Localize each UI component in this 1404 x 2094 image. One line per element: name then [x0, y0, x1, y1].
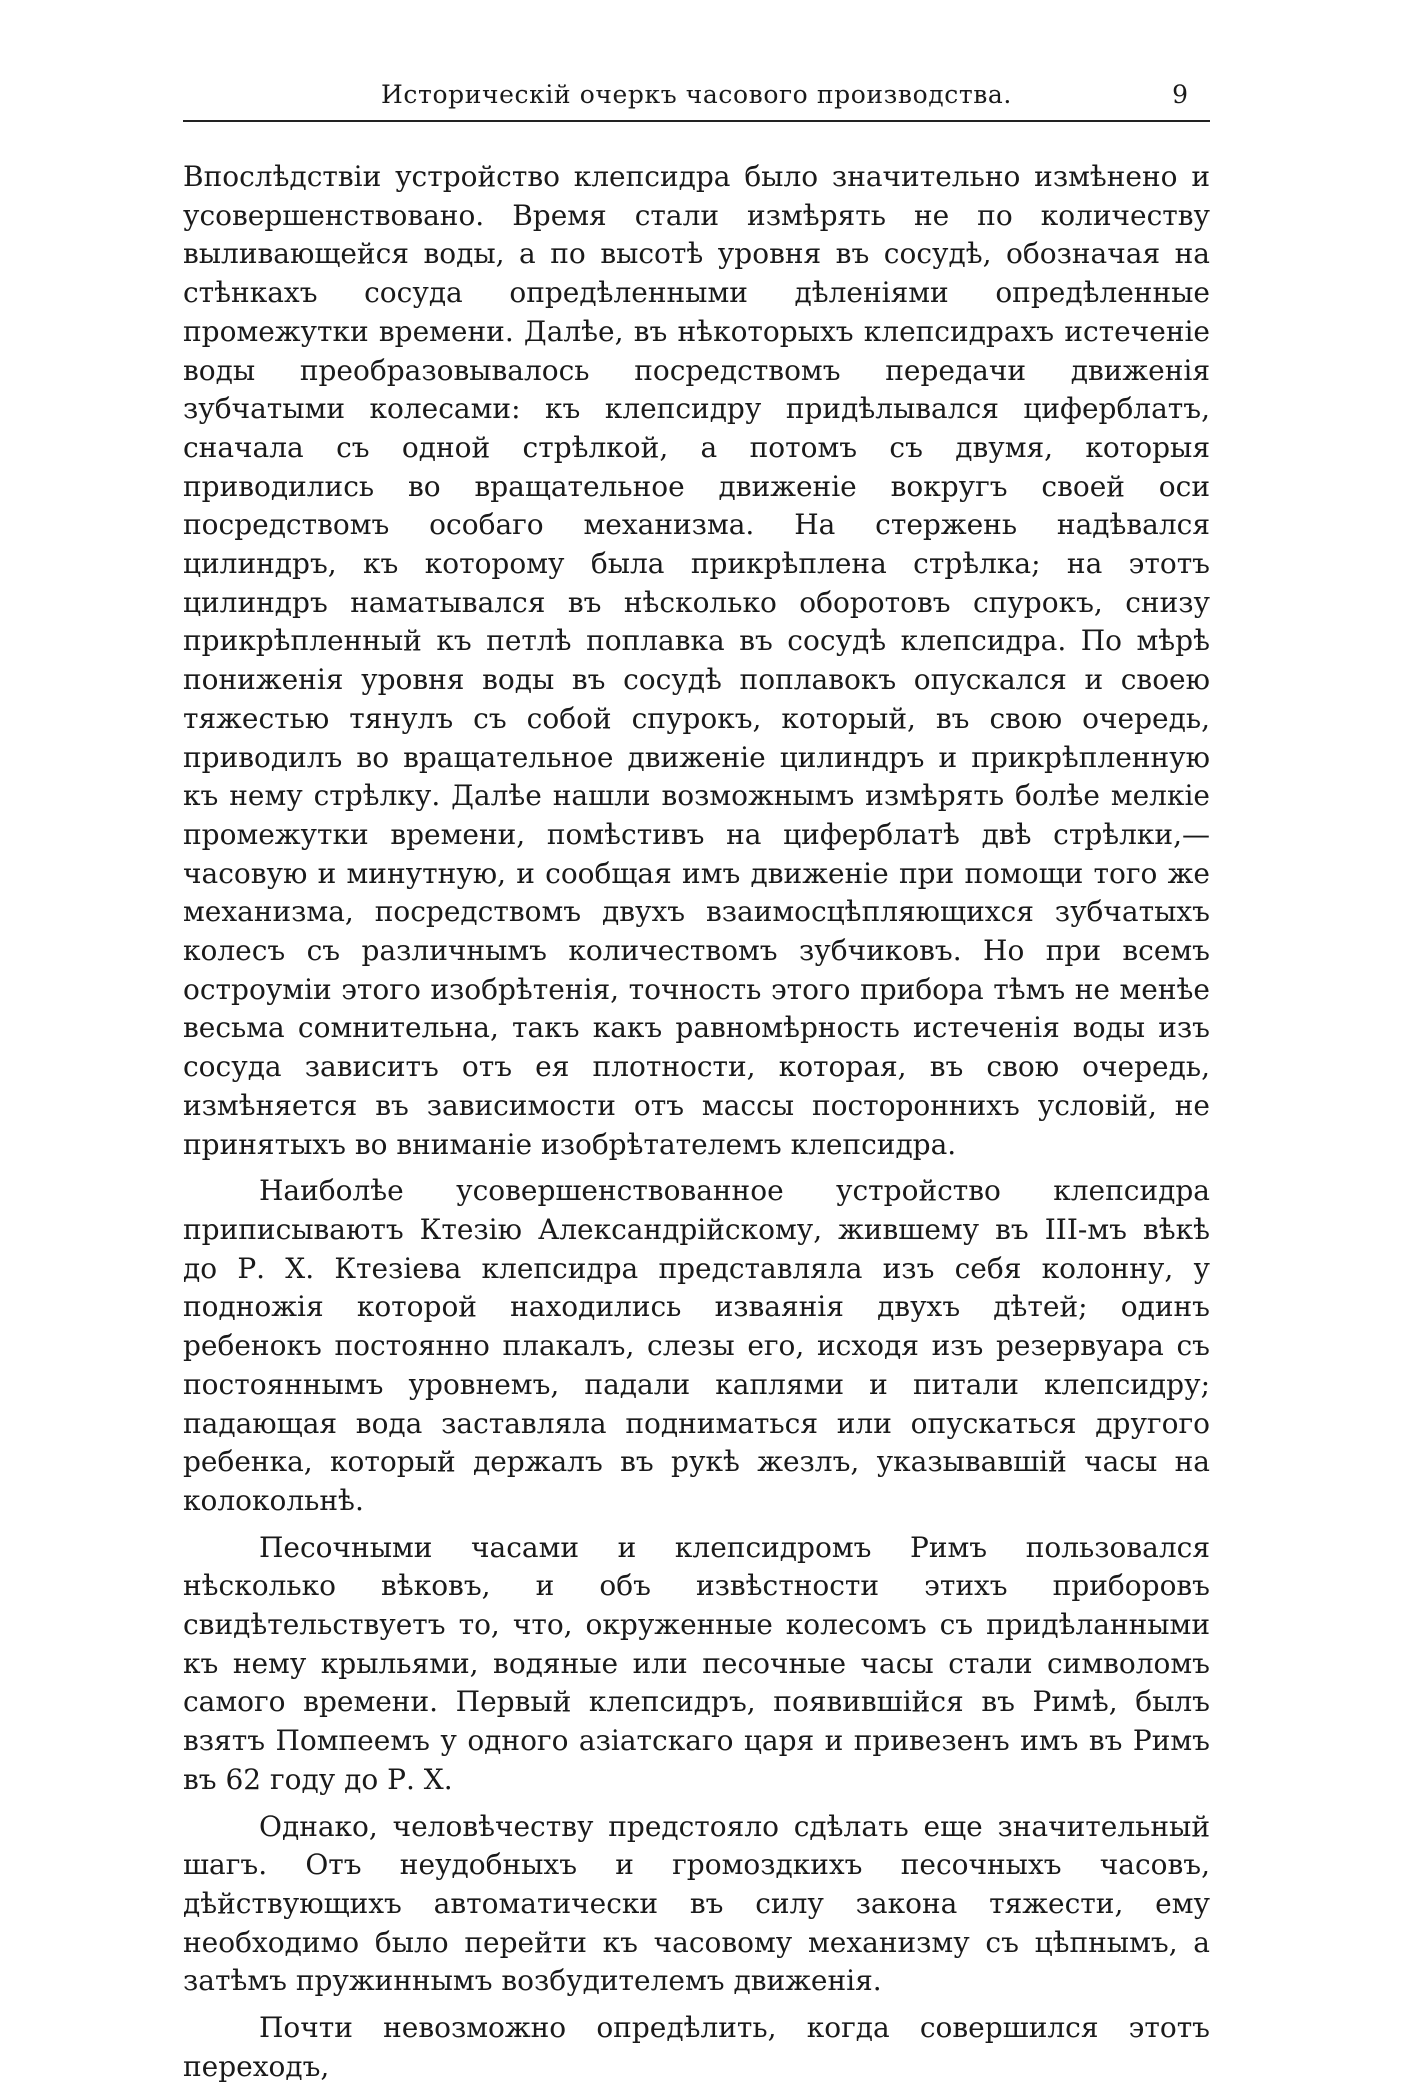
page-number: 9	[1172, 80, 1188, 109]
paragraph-1: Впослѣдствіи устройство клепсидра было значительно измѣнено и усовершенствовано. Время стали измѣрять не по количеству выливающейся воды, а по высотѣ уровня въ сосудѣ, обозначая на стѣнкахъ сосуда опредѣленными дѣленіями опредѣленные промежутки времени. Далѣе, въ нѣкоторыхъ клепсидрахъ истеченіе воды преобразовывалось посредствомъ передачи движенія зубчатыми колесами: къ клепсидру придѣлывался циферблатъ, сначала съ одной стрѣлкой, а потомъ съ двумя, которыя приводились во вращательное движеніе вокругъ своей оси посредствомъ особаго механизма. На стержень надѣвался цилиндръ, къ которому была прикрѣплена стрѣлка; на этотъ цилиндръ наматывался въ нѣсколько оборотовъ спурокъ, снизу прикрѣпленный къ петлѣ поплавка въ сосудѣ клепсидра. По мѣрѣ пониженія уровня воды въ сосудѣ поплавокъ опускался и своею тяжестью тянулъ съ собой спурокъ, который, въ свою очередь, приводилъ во вращательное движеніе цилиндръ и прикрѣпленную къ нему стрѣлку. Далѣе нашли возможнымъ измѣрять болѣе мелкіе промежутки времени, помѣстивъ на циферблатѣ двѣ стрѣлки,—часовую и минутную, и сообщая имъ движеніе при помощи того же механизма, посредствомъ двухъ взаимосцѣпляющихся зубчатыхъ колесъ съ различнымъ количествомъ зубчиковъ. Но при всемъ остроуміи этого изобрѣтенія, точность этого прибора тѣмъ не менѣе весьма сомнительна, такъ какъ равномѣрность истеченія воды изъ сосуда зависитъ отъ ея плотности, которая, въ свою очередь, измѣняется въ зависимости отъ массы постороннихъ условій, не принятыхъ во вниманіе изобрѣтателемъ клепсидра.	[183, 160, 1210, 1161]
paragraph-3: Песочными часами и клепсидромъ Римъ пользовался нѣсколько вѣковъ, и объ извѣстности этихъ приборовъ свидѣтельствуетъ то, что, окруженные колесомъ съ придѣланными къ нему крыльями, водяные или песочные часы стали символомъ самого времени. Первый клепсидръ, появившійся въ Римѣ, былъ взятъ Помпеемъ у одного азіатскаго царя и привезенъ имъ въ Римъ въ 62 году до Р. Х.	[183, 1530, 1210, 1796]
running-header	[183, 76, 1210, 122]
paragraph-4: Однако, человѣчеству предстояло сдѣлать еще значительный шагъ. Отъ неудобныхъ и громоздкихъ песочныхъ часовъ, дѣйствующихъ автоматически въ силу закона тяжести, ему необходимо было перейти къ часовому механизму съ цѣпнымъ, а затѣмъ пружиннымъ возбудителемъ движенія.	[183, 1809, 1210, 1998]
running-title: Историческій очеркъ часового производства.	[381, 80, 1012, 109]
paragraph-2: Наиболѣе усовершенствованное устройство клепсидра приписываютъ Ктезію Александрійскому, жившему въ III-мъ вѣкѣ до Р. Х. Ктезіева клепсидра представляла изъ себя колонну, у подножія которой находились изваянія двухъ дѣтей; одинъ ребенокъ постоянно плакалъ, слезы его, исходя изъ резервуара съ постояннымъ уровнемъ, падали каплями и питали клепсидру; падающая вода заставляла подниматься или опускаться другого ребенка, который держалъ въ рукѣ жезлъ, указывавшій часы на колокольнѣ.	[183, 1174, 1210, 1517]
paragraph-5: Почти невозможно опредѣлить, когда совершился этотъ переходъ,	[183, 2011, 1210, 2083]
body-text	[183, 158, 1210, 2094]
